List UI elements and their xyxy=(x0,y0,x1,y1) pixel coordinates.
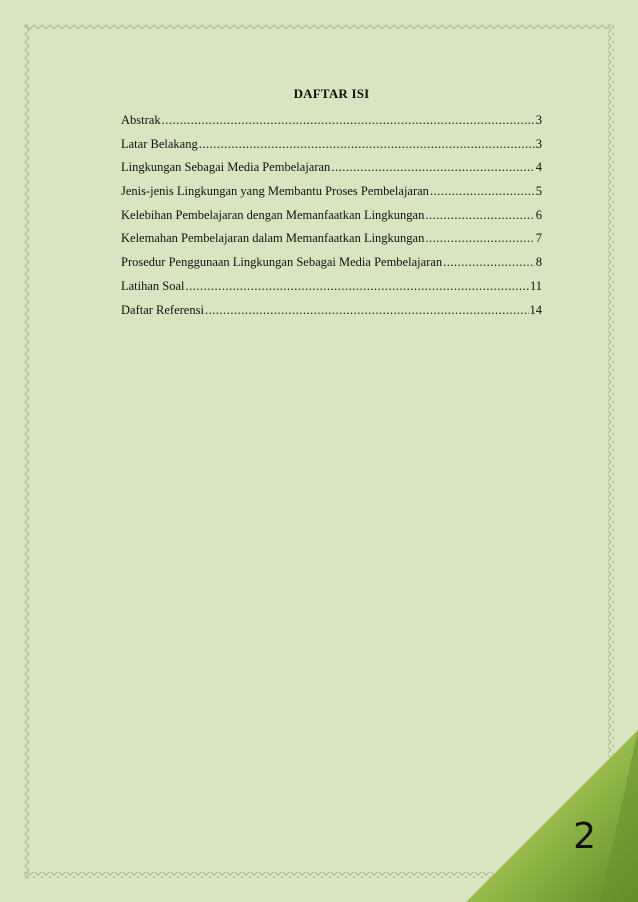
toc-entry-page: 4 xyxy=(535,160,542,175)
toc-entry-page: 14 xyxy=(529,302,542,317)
toc-entry-page: 3 xyxy=(535,136,542,151)
toc-entry-page: 7 xyxy=(535,231,542,246)
toc-entry-label: Prosedur Penggunaan Lingkungan Sebagai Media Pembelajaran xyxy=(121,255,443,270)
toc-entry-label: Latar Belakang xyxy=(121,136,198,151)
toc-entry-page: 6 xyxy=(535,207,542,222)
toc-entry-page: 8 xyxy=(535,255,542,270)
toc-entry-label: Latihan Soal xyxy=(121,278,185,293)
toc-entry-page: 3 xyxy=(535,113,542,127)
toc-entry-page: 11 xyxy=(529,278,542,293)
toc-entry-label: Abstrak xyxy=(121,113,161,127)
toc-entry-label: Lingkungan Sebagai Media Pembelajaran xyxy=(121,160,331,175)
toc-entry-label: Kelebihan Pembelajaran dengan Memanfaatkan Lingkungan xyxy=(121,207,425,222)
page-number: 2 xyxy=(573,816,596,857)
toc-entry-label: Daftar Referensi xyxy=(121,302,204,317)
toc-entry-label: Kelemahan Pembelajaran dalam Memanfaatkan Lingkungan xyxy=(121,231,425,246)
toc-entry-label: Jenis-jenis Lingkungan yang Membantu Proses Pembelajaran xyxy=(121,184,429,199)
toc-title: DAFTAR ISI xyxy=(293,86,370,101)
toc-entry-page: 5 xyxy=(535,184,542,199)
